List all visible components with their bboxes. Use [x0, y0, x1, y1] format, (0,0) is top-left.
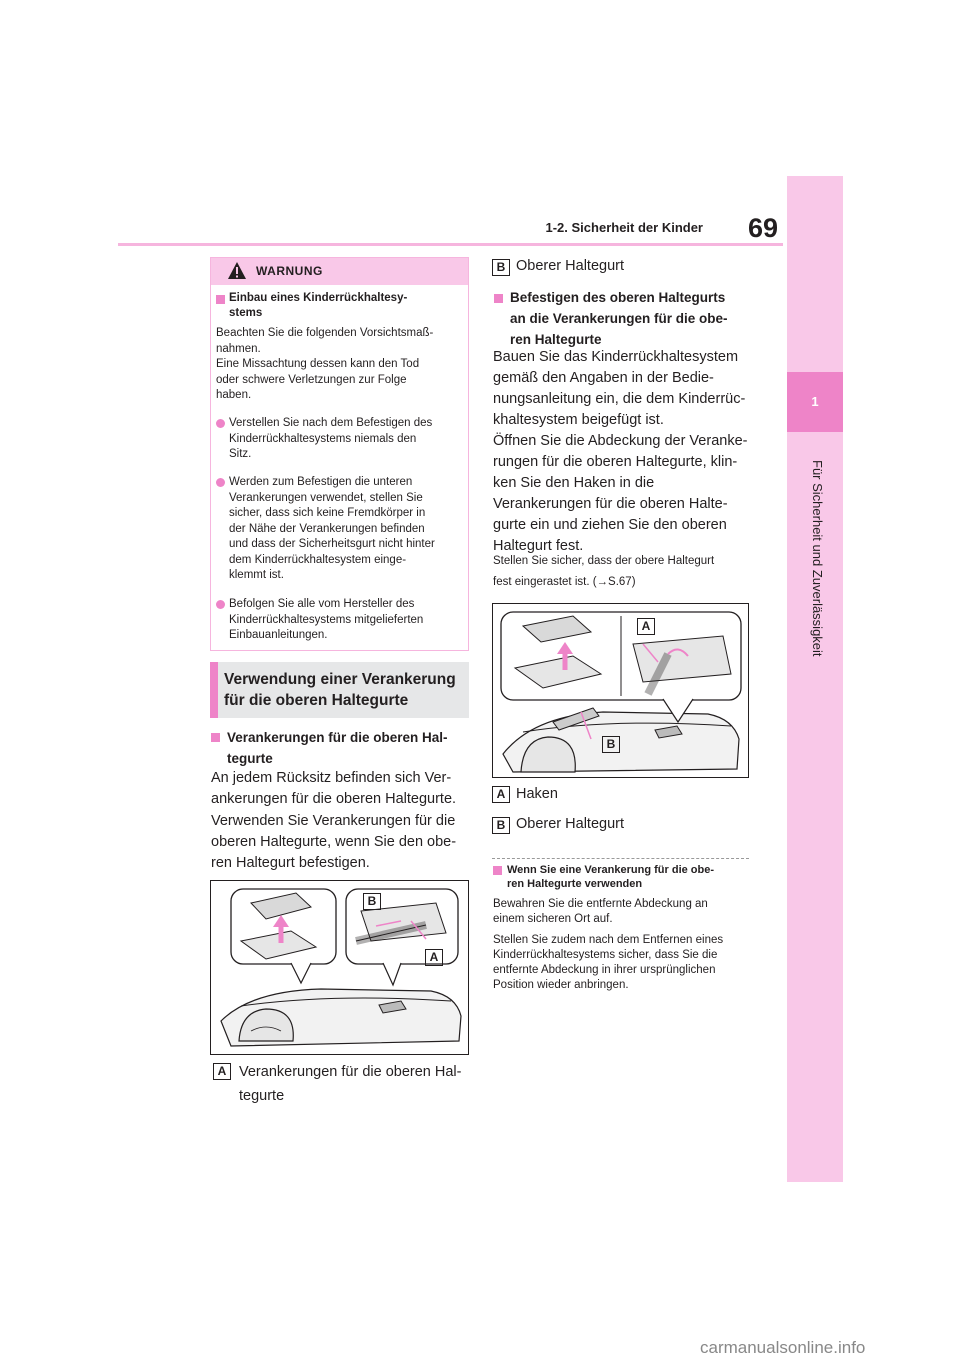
info-paragraph-1: Bewahren Sie die entfernte Abdeckung an einem sicheren Ort auf.	[493, 898, 708, 925]
figure-callout-b: B	[602, 736, 620, 753]
legend-label-a: A	[492, 786, 510, 803]
section-heading: Verwendung einer Verankerung für die oberen Haltegurte	[224, 671, 456, 709]
warning-title: WARNUNG	[256, 264, 323, 278]
warning-heading: Einbau eines Kinderrückhaltesy- stems	[229, 292, 408, 319]
figure-illustration	[493, 604, 748, 777]
right-note: Stellen Sie sicher, dass der obere Haltegurt fest eingerastet ist. (→S.67)	[493, 555, 715, 588]
square-bullet-icon	[493, 866, 502, 875]
bullet-dot-icon	[216, 600, 225, 609]
header-rule	[118, 243, 783, 246]
warning-triangle-icon	[227, 261, 247, 280]
right-paragraph-2: Öffnen Sie die Abdeckung der Veranke- rungen für die oberen Haltegurte, klin- ken Sie den Haken in die Verankerungen für die oberen Halte- gurte ein und ziehen Sie den oberen Haltegurt fest.	[493, 433, 748, 554]
warning-intro: Beachten Sie die folgenden Vorsichtsmaß- nahmen. Eine Missachtung dessen kann den Tod oder schwere Verletzungen zur Folge haben.	[216, 327, 434, 401]
page-number: 69	[747, 213, 778, 243]
warning-bullet-1: Verstellen Sie nach dem Befestigen des Kinderrückhaltesystems niemals den Sitz.	[229, 417, 433, 460]
footer-watermark[interactable]: carmanualsonline.info	[700, 1338, 866, 1357]
right-subheading: Befestigen des oberen Haltegurts an die Verankerungen für die obe- ren Haltegurte	[510, 290, 728, 347]
left-paragraph-2: Verwenden Sie Verankerungen für die oberen Haltegurte, wenn Sie den obe- ren Haltegurt befestigen.	[211, 813, 457, 871]
legend-text-a: Verankerungen für die oberen Hal- tegurte	[239, 1064, 462, 1104]
square-bullet-icon	[216, 295, 225, 304]
bullet-dot-icon	[216, 478, 225, 487]
legend-text-b-top: Oberer Haltegurt	[516, 258, 624, 274]
legend-label-b: B	[492, 817, 510, 834]
warning-bullet-3: Befolgen Sie alle vom Hersteller des Kinderrückhaltesystems mitgelieferten Einbauanleitungen.	[229, 598, 424, 641]
square-bullet-icon	[494, 294, 503, 303]
figure-callout-b: B	[363, 893, 381, 910]
info-divider	[492, 858, 749, 860]
figure-callout-a: A	[637, 618, 655, 635]
chapter-side-tab	[787, 176, 843, 1182]
chapter-number-tab: 1	[787, 372, 843, 432]
warning-bullet-2: Werden zum Befestigen die unteren Verankerungen verwendet, stellen Sie sicher, dass sich keine Fremdkörper in der Nähe der Verankerungen befinden und dass der Sicherheitsgurt nicht hinter dem Kinderrückhaltesystem einge- klemmt ist.	[229, 476, 435, 581]
warning-header	[211, 258, 468, 285]
legend-label-a: A	[213, 1063, 231, 1080]
right-paragraph-1: Bauen Sie das Kinderrückhaltesystem gemäß den Angaben in der Bedie- nungsanleitung ein, die dem Kinderrüc- khaltesystem beigefügt ist.	[493, 349, 746, 428]
legend-text-b: Oberer Haltegurt	[516, 816, 624, 832]
left-paragraph-1: An jedem Rücksitz befinden sich Ver- ankerungen für die oberen Haltegurte.	[211, 770, 457, 807]
square-bullet-icon	[211, 733, 220, 742]
bullet-dot-icon	[216, 419, 225, 428]
section-heading-accent	[210, 662, 218, 718]
figure-callout-a: A	[425, 949, 443, 966]
figure-illustration	[211, 881, 468, 1054]
legend-label-b-top: B	[492, 259, 510, 276]
left-subheading: Verankerungen für die oberen Hal- tegurte	[227, 730, 448, 766]
figure-hook-attach	[492, 603, 749, 778]
info-paragraph-2: Stellen Sie zudem nach dem Entfernen eines Kinderrückhaltesystems sicher, dass Sie die entfernte Abdeckung in ihrer ursprünglichen Position wieder anbringen.	[493, 934, 724, 991]
section-header: 1-2. Sicherheit der Kinder	[545, 220, 703, 235]
figure-anchor-location	[210, 880, 469, 1055]
info-heading: Wenn Sie eine Verankerung für die obe- ren Haltegurte verwenden	[507, 864, 715, 890]
chapter-title: Für Sicherheit und Zuverlässigkeit	[810, 460, 825, 657]
legend-text-a: Haken	[516, 786, 558, 802]
